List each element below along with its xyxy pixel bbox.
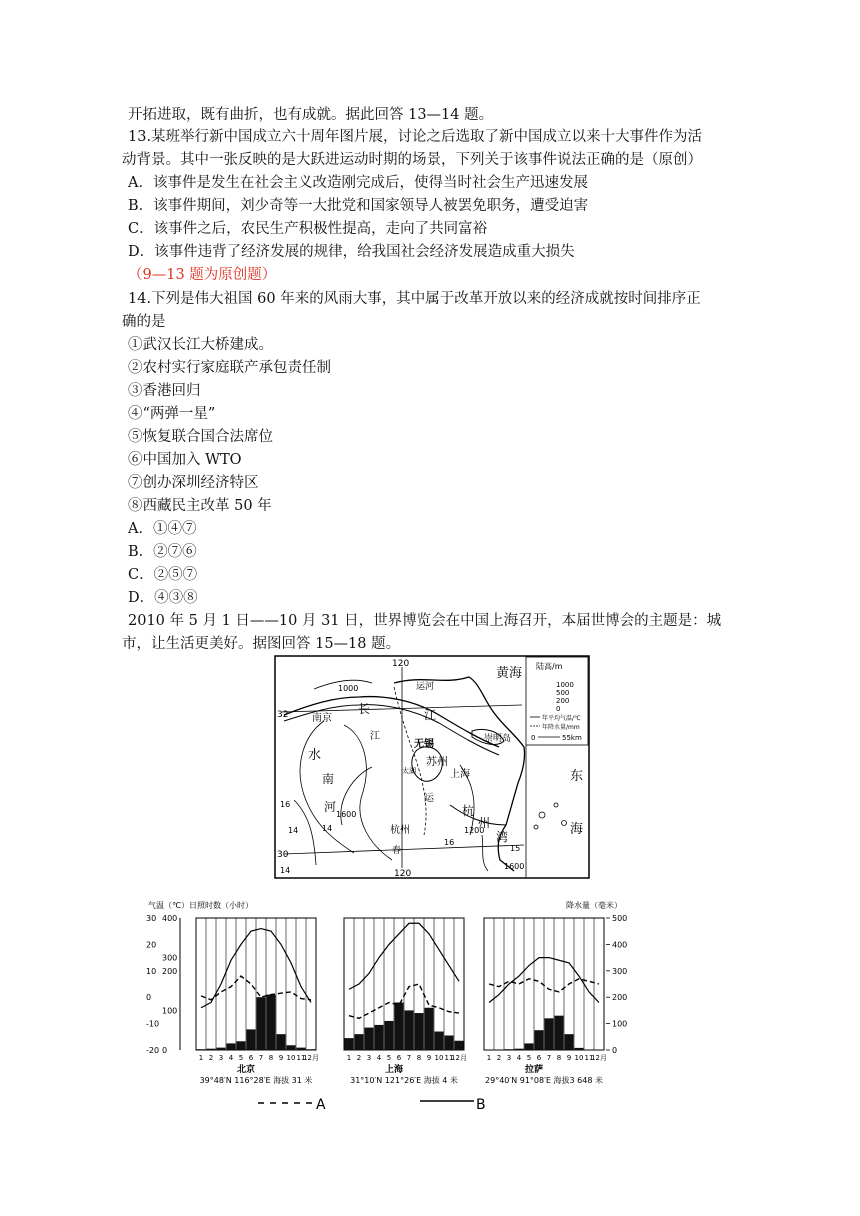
precip-bar [565,1034,574,1050]
contour-1600-a: 1600 [336,810,357,819]
label-suzhou: 苏州 [426,755,448,768]
precip-bar [455,1041,464,1050]
sunshine-tick: 300 [162,953,178,963]
contour-16-a: 16 [280,800,291,809]
precip-bar [435,1032,444,1050]
contour-1000: 1000 [338,684,359,693]
precip-bar [287,1045,296,1050]
label-jiang-2: 江 [424,708,437,722]
q14-option-a: A．①④⑦ [128,521,197,537]
q14-stem-line1: 14.下列是伟大祖国 60 年来的风雨大事，其中属于改革开放以来的经济成就按时间排序正 [128,291,701,307]
q14-option-d: D．④③⑧ [128,590,198,606]
station-subtitle: 39°48′N 116°28′E 海拔 31 米 [199,1076,313,1085]
station-subtitle: 31°10′N 121°26′E 海拔 4 米 [350,1076,458,1085]
contour-1600-b: 1600 [504,862,525,871]
month-label: 1 [346,1054,352,1062]
sunshine-tick: 400 [162,914,178,923]
q14-item-8: ⑧西藏民主改革 50 年 [128,498,272,514]
legend-scale-zero: 0 [531,734,536,742]
month-label: 11 [444,1054,454,1062]
label-hang: 杭 [462,804,475,818]
coord-lon-top: 120 [392,659,410,669]
month-label: 9 [426,1054,432,1062]
month-label: 10 [434,1054,444,1062]
precip-bar [207,1049,216,1050]
precip-bar [525,1043,534,1050]
climate-panel-0 [196,918,319,1085]
month-label: 12月 [451,1054,467,1062]
month-label: 4 [376,1054,382,1062]
month-label: 10 [574,1054,584,1062]
label-taihu: 太湖 [402,767,416,775]
q13-option-d: D．该事件违背了经济发展的规律，给我国社会经济发展造成重大损失 [128,244,575,260]
legend-title: 陆高/m [536,662,563,671]
precip-bar [365,1028,374,1050]
legend-level-0: 0 [556,705,561,713]
temp-tick: 0 [146,993,152,1003]
month-label: 8 [268,1054,274,1062]
intro-text: 开拓进取，既有曲折，也有成就。据此回答 13—14 题。 [128,107,494,123]
precip-bar [495,1049,504,1050]
legend-level-200: 200 [556,697,570,705]
month-label: 1 [198,1054,204,1062]
coord-lat32: 32 [277,710,289,720]
precip-tick: 200 [612,993,628,1003]
precip-bar [247,1029,256,1050]
contour-14-b: 14 [288,826,299,835]
sunshine-tick: 200 [162,966,178,976]
precip-bar [237,1041,246,1050]
month-label: 3 [218,1054,224,1062]
month-label: 2 [208,1054,214,1062]
month-label: 10 [286,1054,296,1062]
right-axis-title: 降水量（毫米） [566,901,622,910]
coord-lon-bottom: 120 [394,869,412,879]
q13-option-a: A．该事件是发生在社会主义改造刚完成后，使得当时社会生产迅速发展 [128,175,588,191]
precip-tick: 400 [612,940,628,950]
temp-tick: -10 [146,1019,160,1029]
precip-bar [585,1049,594,1050]
precip-bar [375,1025,384,1050]
station-title: 北京 [236,1065,256,1075]
precip-tick: 300 [612,966,628,976]
precip-bar [307,1049,316,1050]
climate-panel-2 [484,918,607,1085]
temp-tick: 20 [146,940,157,950]
q13-option-c: C．该事件之后，农民生产积极性提高，走向了共同富裕 [128,221,488,237]
precip-bar [395,1002,404,1050]
month-label: 1 [486,1054,492,1062]
temp-tick: -20 [146,1046,160,1055]
expo-line1: 2010 年 5 月 1 日——10 月 31 日，世界博览会在中国上海召开，本届世博会的主题是：城 [128,613,722,629]
month-label: 3 [506,1054,512,1062]
q14-stem-line2: 确的是 [122,314,166,330]
station-title: 拉萨 [524,1065,544,1075]
legend-level-1000: 1000 [556,681,574,689]
month-label: 9 [566,1054,572,1062]
precip-tick: 100 [612,1019,628,1029]
original-note: （9—13 题为原创题） [128,267,277,283]
contour-15: 15 [510,844,521,853]
q14-item-1: ①武汉长江大桥建成。 [128,337,273,353]
precip-tick: 500 [612,914,628,923]
precip-bar [345,1038,354,1050]
legend-temp: 年平均气温/℃ [542,715,581,722]
month-label: 6 [396,1054,402,1062]
month-label: 6 [248,1054,254,1062]
precip-bar [445,1035,454,1050]
legend-a-label: A [316,1097,326,1113]
label-chongming: 崇明岛 [484,734,512,744]
month-label: 9 [278,1054,284,1062]
coord-lat30: 30 [277,850,289,860]
label-yunhe: 运河 [416,682,435,692]
precip-bar [405,1010,414,1050]
precip-bar [415,1013,424,1050]
contour-1200: 1200 [464,826,485,835]
label-wan: 湾 [496,830,509,844]
station-title: 上海 [384,1065,404,1075]
precip-bar [515,1049,524,1050]
month-label: 11 [296,1054,306,1062]
label-jiang-1: 江 [370,731,380,742]
precip-bar [267,995,276,1050]
precip-bar [297,1048,306,1050]
month-label: 7 [258,1054,264,1062]
month-label: 3 [366,1054,372,1062]
expo-line2: 市，让生活更美好。据图回答 15—18 题。 [122,636,401,652]
climate-charts [140,896,640,1118]
contour-14-a: 14 [322,824,333,833]
yangtze-delta-map [274,655,590,879]
label-nanjing: 南京 [312,713,332,724]
q13-stem-line2: 动背景。其中一张反映的是大跃进运动时期的场景，下列关于该事件说法正确的是（原创） [122,152,702,168]
label-chang: 长 [358,702,371,716]
month-label: 11 [584,1054,594,1062]
precip-bar [257,997,266,1050]
q14-item-3: ③香港回归 [128,383,201,399]
label-wuxi: 无锡 [414,739,434,750]
month-label: 7 [406,1054,412,1062]
q13-option-b: B．该事件期间，刘少奇等一大批党和国家领导人被罢免职务，遭受迫害 [128,198,589,214]
q14-item-6: ⑥中国加入 WTO [128,452,242,468]
month-label: 5 [386,1054,392,1062]
label-yun: 运 [424,793,434,804]
label-zhou: 州 [478,816,491,830]
month-label: 4 [228,1054,234,1062]
precip-bar [535,1030,544,1050]
q14-item-4: ④“两弹一星” [128,406,216,422]
precip-bar [385,1021,394,1050]
legend-scale-km: 55km [562,734,582,742]
precip-bar [555,1016,564,1050]
month-label: 12月 [591,1054,607,1062]
q14-item-7: ⑦创办深圳经济特区 [128,475,259,491]
label-shui: 水 [308,748,322,763]
label-donghai-2: 海 [570,822,584,837]
precip-bar [355,1034,364,1050]
contour-16-b: 16 [444,838,455,847]
label-shanghai: 上海 [450,769,470,780]
precip-bar [505,1049,514,1050]
precip-bar [425,1008,434,1050]
station-subtitle: 29°40′N 91°08′E 海拔3 648 米 [485,1076,603,1085]
label-chun: 春 [392,846,402,856]
precip-bar [575,1048,584,1050]
legend-level-500: 500 [556,689,570,697]
q14-item-2: ②农村实行家庭联产承包责任制 [128,360,331,376]
q14-item-5: ⑤恢复联合国合法席位 [128,429,273,445]
precip-bar [217,1048,226,1050]
month-label: 4 [516,1054,522,1062]
label-huanghai: 黄海 [496,666,523,681]
month-label: 2 [496,1054,502,1062]
q14-option-b: B．②⑦⑥ [128,544,197,560]
legend-precip: 年降水量/mm [542,724,580,731]
label-donghai-1: 东 [570,769,584,784]
label-hangzhou: 杭州 [390,825,410,836]
left-axis-title: 气温（℃）日照时数（小时） [148,901,253,910]
temp-tick: 30 [146,914,157,923]
precip-tick: 0 [612,1046,618,1055]
month-label: 12月 [303,1054,319,1062]
precip-bar [545,1018,554,1050]
month-label: 6 [536,1054,542,1062]
month-label: 7 [546,1054,552,1062]
month-label: 8 [556,1054,562,1062]
q14-option-c: C．②⑤⑦ [128,567,198,583]
month-label: 5 [526,1054,532,1062]
precip-bar [227,1043,236,1050]
legend-b-label: B [476,1097,486,1113]
q13-stem-line1: 13.某班举行新中国成立六十周年图片展，讨论之后选取了新中国成立以来十大事件作为活 [128,129,703,145]
temp-tick: 10 [146,966,157,976]
climate-panel-1 [344,918,467,1085]
precip-bar [197,1049,206,1050]
sunshine-tick: 0 [162,1046,168,1055]
sunshine-tick: 100 [162,1006,178,1016]
precip-bar [277,1034,286,1050]
label-he: 河 [324,800,337,814]
contour-14-c: 14 [280,866,291,875]
month-label: 2 [356,1054,362,1062]
month-label: 8 [416,1054,422,1062]
month-label: 5 [238,1054,244,1062]
label-nan: 南 [322,772,335,786]
